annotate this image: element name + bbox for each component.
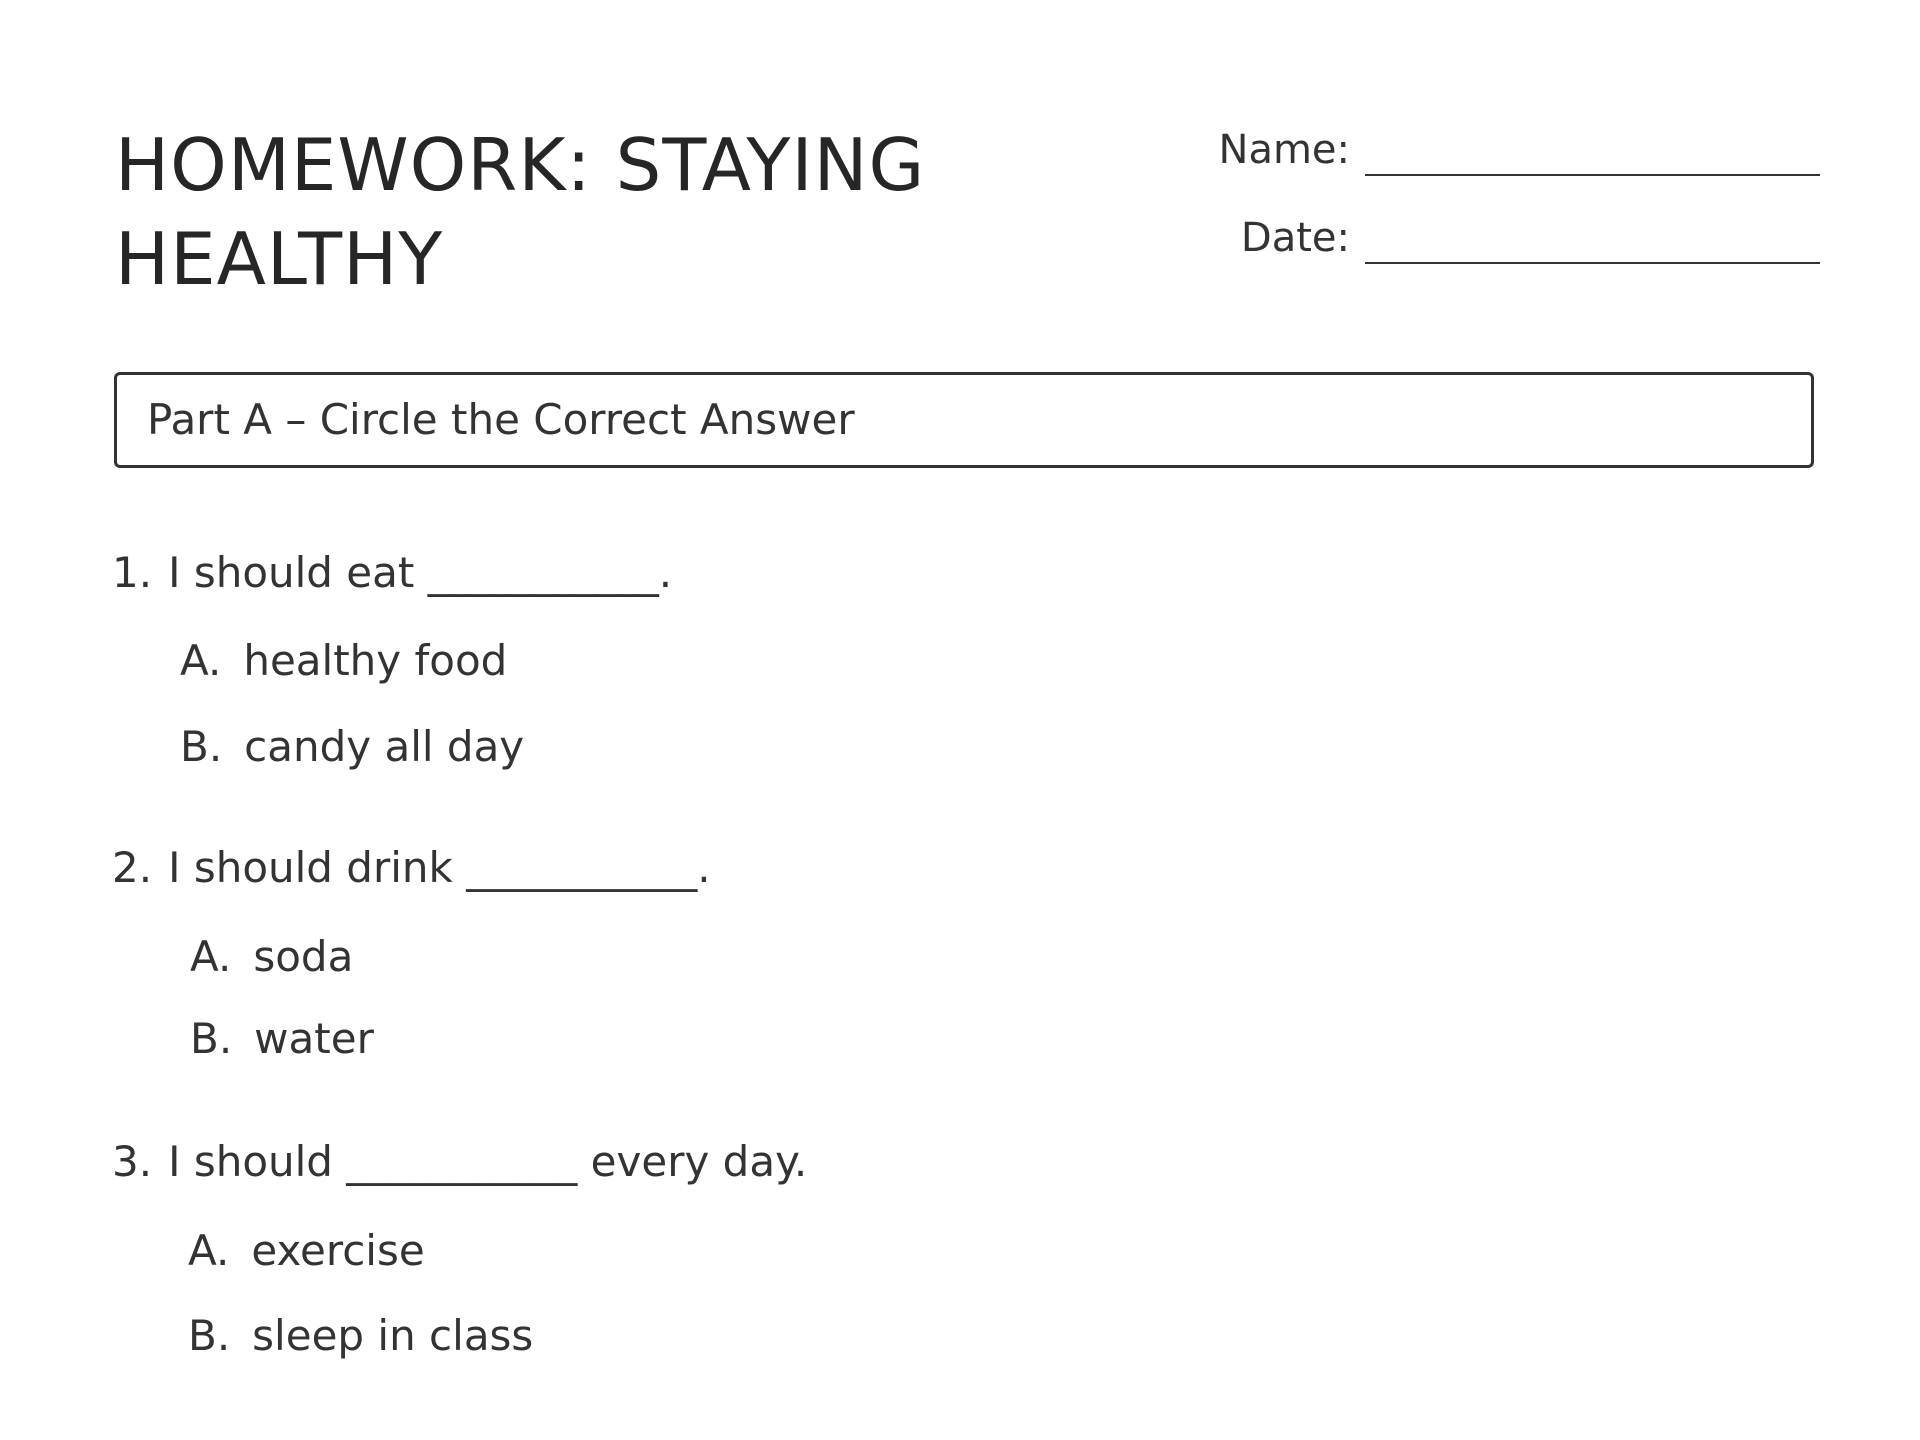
option-3a[interactable] — [188, 1221, 425, 1281]
option-letter: A. — [188, 1226, 230, 1275]
question-2 — [112, 838, 711, 898]
date-line[interactable] — [1365, 262, 1820, 264]
option-text: water — [254, 1014, 374, 1063]
option-1a[interactable] — [180, 631, 507, 691]
option-3b[interactable] — [188, 1306, 533, 1366]
option-1b[interactable] — [180, 717, 524, 777]
title-line-2: HEALTHY — [115, 217, 444, 301]
question-number: 1. — [112, 548, 153, 597]
question-text: I should eat ___________. — [168, 548, 673, 597]
option-letter: B. — [190, 1014, 233, 1063]
question-number: 3. — [112, 1137, 153, 1186]
title-line-1: HOMEWORK: STAYING — [115, 123, 926, 207]
option-text: soda — [253, 932, 354, 981]
section-header-box — [114, 372, 1814, 468]
date-field[interactable] — [1190, 208, 1820, 268]
name-field[interactable] — [1190, 120, 1820, 180]
option-text: candy all day — [244, 722, 525, 771]
question-text: I should ___________ every day. — [168, 1137, 808, 1186]
option-letter: A. — [180, 636, 222, 685]
option-2b[interactable] — [190, 1009, 374, 1069]
name-line[interactable] — [1365, 174, 1820, 176]
name-label: Name: — [1218, 127, 1350, 173]
question-number: 2. — [112, 843, 153, 892]
page-title — [115, 118, 1015, 306]
option-text: sleep in class — [252, 1311, 534, 1360]
question-3 — [112, 1132, 807, 1192]
date-label: Date: — [1240, 215, 1350, 261]
option-2a[interactable] — [190, 927, 353, 987]
question-1 — [112, 543, 672, 603]
option-text: healthy food — [243, 636, 508, 685]
question-text: I should drink ___________. — [168, 843, 711, 892]
section-title: Part A – Circle the Correct Answer — [147, 395, 855, 444]
option-letter: B. — [188, 1311, 231, 1360]
option-text: exercise — [251, 1226, 425, 1275]
option-letter: A. — [190, 932, 232, 981]
option-letter: B. — [180, 722, 223, 771]
